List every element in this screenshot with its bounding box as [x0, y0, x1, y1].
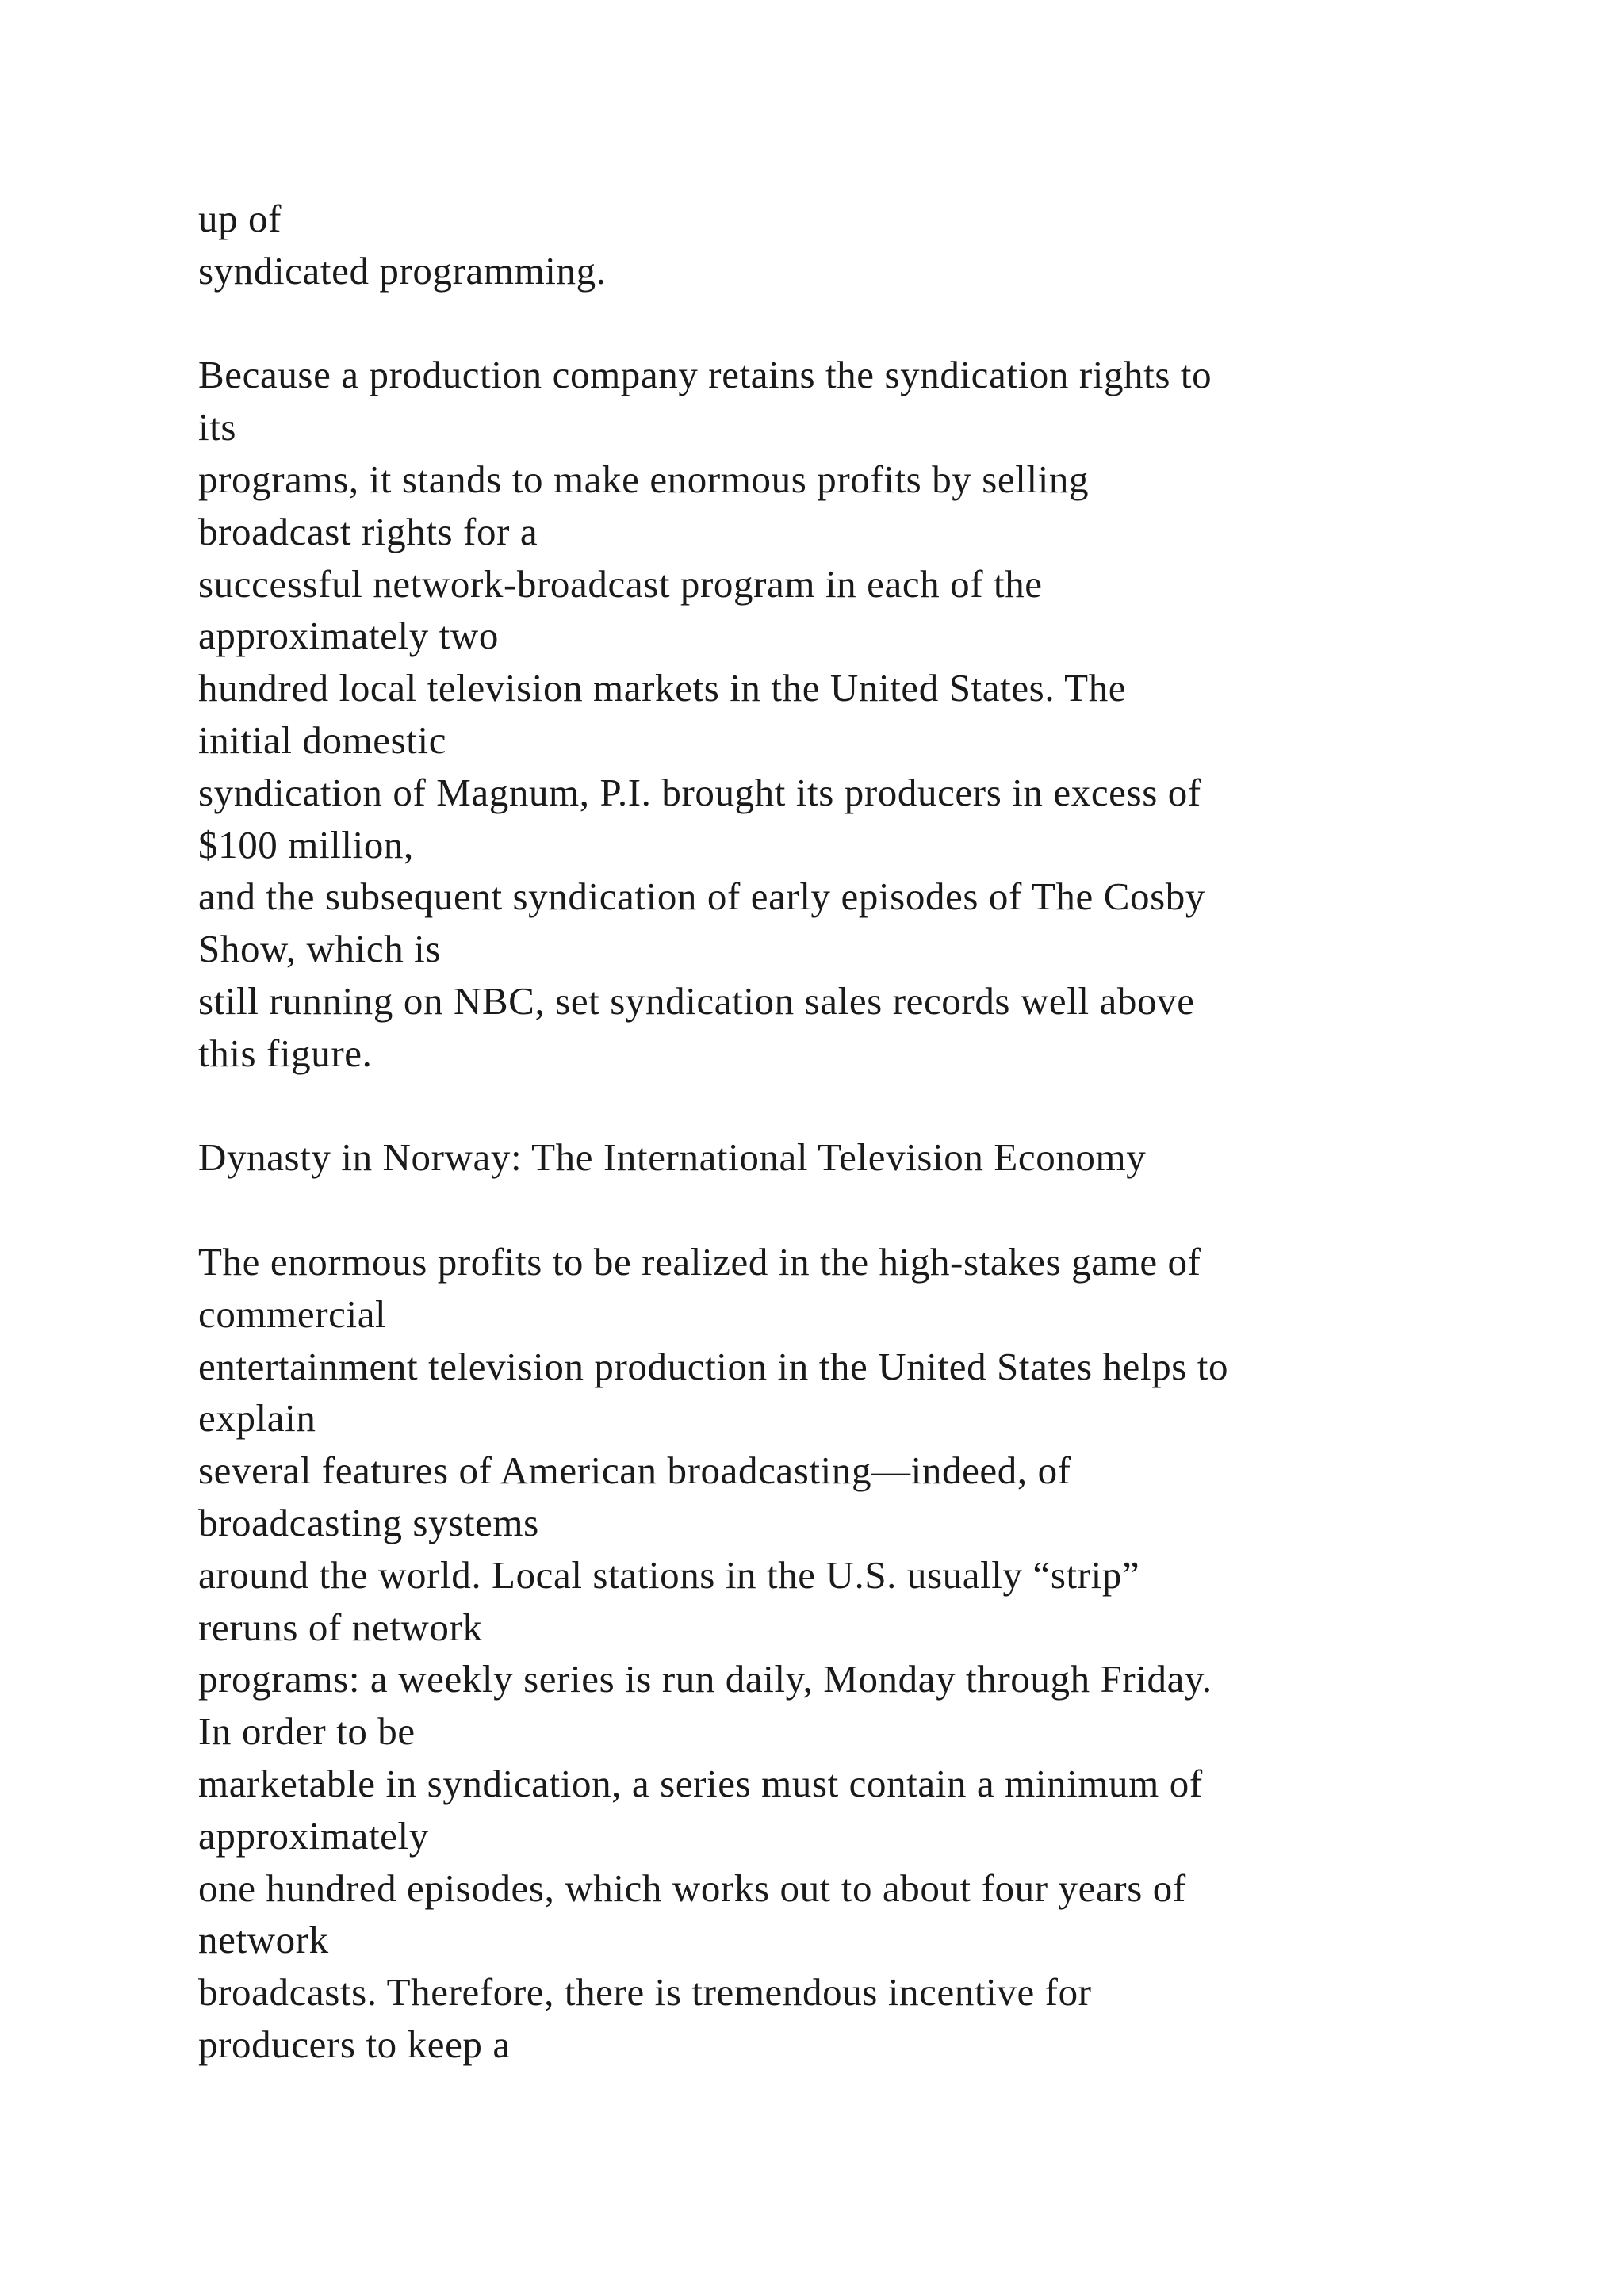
- paragraph: [198, 349, 1594, 1079]
- text-line: Dynasty in Norway: The International Television Economy: [198, 1135, 1147, 1180]
- text-line: The enormous profits to be realized in the high-stakes game of: [198, 1239, 1201, 1284]
- paragraph: [198, 193, 1594, 297]
- text-line: network: [198, 1918, 329, 1962]
- text-line: programs, it stands to make enormous profits by selling: [198, 457, 1090, 501]
- text-line: approximately two: [198, 614, 499, 658]
- paragraph-gap: [198, 1184, 1594, 1236]
- text-line: hundred local television markets in the United States. The: [198, 666, 1127, 710]
- text-line: reruns of network: [198, 1605, 483, 1649]
- text-line: and the subsequent syndication of early episodes of The Cosby: [198, 874, 1205, 919]
- text-line: $100 million,: [198, 822, 414, 867]
- text-line: broadcasting systems: [198, 1500, 539, 1544]
- paragraph-gap: [198, 1080, 1594, 1132]
- text-line: Because a production company retains the syndication rights to: [198, 353, 1212, 397]
- text-line: In order to be: [198, 1709, 416, 1754]
- text-line: syndicated programming.: [198, 248, 607, 293]
- section-heading: [198, 1131, 1594, 1184]
- text-line: programs: a weekly series is run daily, Monday through Friday.: [198, 1657, 1212, 1701]
- text-line: this figure.: [198, 1031, 373, 1075]
- text-line: Show, which is: [198, 927, 442, 971]
- text-line: several features of American broadcasting—indeed, of: [198, 1448, 1071, 1493]
- text-line: broadcasts. Therefore, there is tremendous incentive for: [198, 1970, 1092, 2015]
- text-line: around the world. Local stations in the U.S. usually “strip”: [198, 1552, 1140, 1597]
- text-line: marketable in syndication, a series must contain a minimum of: [198, 1761, 1203, 1805]
- document-body: [198, 193, 1594, 2071]
- text-line: initial domestic: [198, 718, 447, 762]
- paragraph-gap: [198, 297, 1594, 350]
- text-line: commercial: [198, 1292, 387, 1336]
- paragraph: [198, 1236, 1594, 2071]
- text-line: one hundred episodes, which works out to about four years of: [198, 1866, 1186, 1910]
- text-line: producers to keep a: [198, 2022, 511, 2066]
- text-line: explain: [198, 1396, 316, 1441]
- text-line: up of: [198, 197, 282, 240]
- text-line: successful network-broadcast program in each of the: [198, 561, 1043, 606]
- text-line: approximately: [198, 1813, 429, 1858]
- text-line: syndication of Magnum, P.I. brought its producers in excess of: [198, 770, 1201, 814]
- text-line: entertainment television production in the United States helps to: [198, 1344, 1229, 1388]
- text-line: still running on NBC, set syndication sales records well above: [198, 978, 1195, 1023]
- text-line: broadcast rights for a: [198, 509, 538, 553]
- text-line: its: [198, 405, 237, 450]
